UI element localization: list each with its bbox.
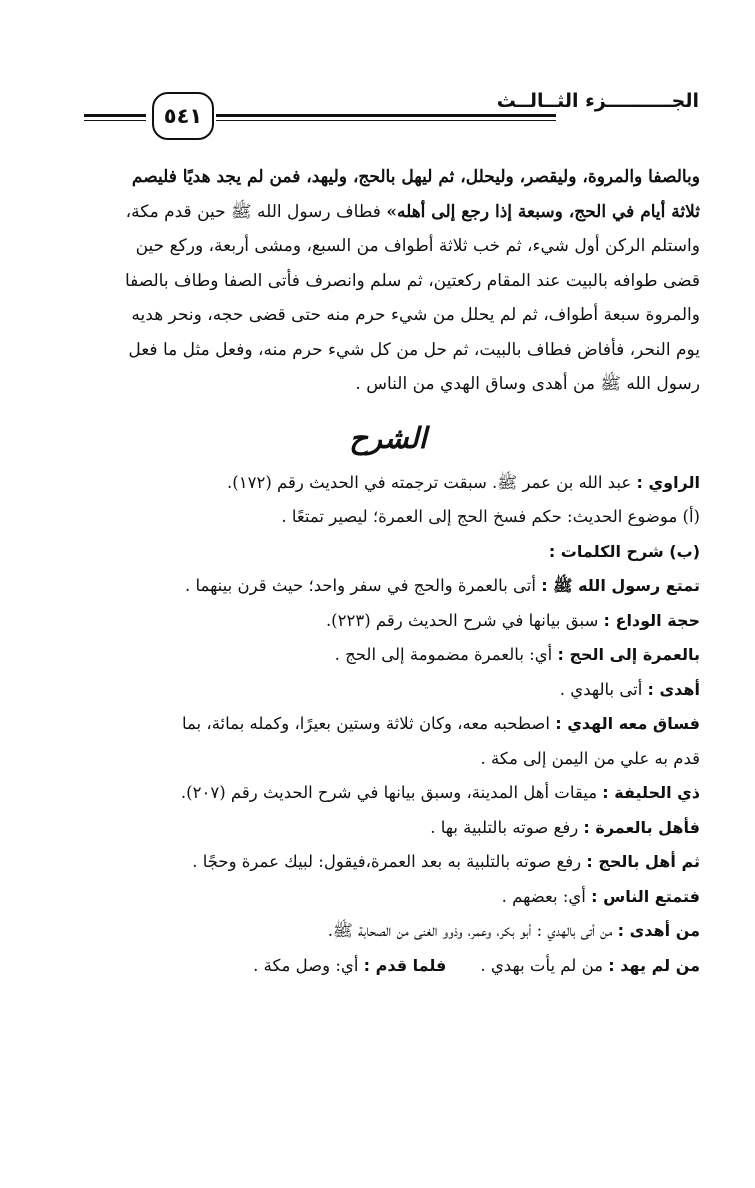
glossary-definition: رفع صوته بالتلبية بها .: [430, 817, 584, 837]
page-number: ٥٤١: [152, 92, 214, 140]
glossary-entry: [76, 776, 700, 811]
glossary-definition: (ب) شرح الكلمات :: [548, 541, 700, 561]
page-header: [84, 88, 699, 148]
glossary-term: فلما قدم :: [363, 955, 447, 975]
glossary-definition: من أتى بالهدي : أبو بكر، وعمر، وذوو الغنى من الصحابة ﷺ.: [327, 921, 618, 940]
hadith-line: والمروة سبعة أطواف، ثم لم يحلل من شيء حرم منه حتى قضى حجه، ونحر هديه: [131, 305, 700, 325]
glossary-term: تمتع رسول الله ﷺ :: [541, 576, 700, 595]
hadith-line: يوم النحر، فأفاض فطاف بالبيت، ثم حل من كل شيء حرم منه، وفعل مثل ما فعل: [128, 339, 700, 360]
hadith-line: [76, 195, 700, 230]
glossary-term: ثم أهل بالحج :: [586, 852, 700, 871]
glossary-definition: أي: بعضهم .: [501, 886, 592, 906]
glossary-term: من أهدى :: [617, 921, 700, 940]
glossary-entry: [76, 535, 700, 570]
glossary-entry: [76, 707, 700, 742]
glossary-definition: (أ) موضوع الحديث: حكم فسخ الحج إلى العمرة؛ ليصير تمتعًا .: [281, 507, 700, 526]
glossary-entry: [76, 466, 700, 501]
hadith-line: وبالصفا والمروة، وليقصر، وليحلل، ثم ليهل بالحج، وليهد، فمن لم يجد هديًا فليصم: [131, 167, 700, 187]
glossary-definition: سبق بيانها في شرح الحديث رقم (٢٢٣).: [325, 610, 604, 630]
glossary-entry: [76, 673, 700, 708]
glossary-entry: [76, 811, 700, 846]
page-content: [76, 160, 700, 983]
glossary-term: أهدى :: [647, 679, 700, 699]
glossary-term: فأهل بالعمرة :: [583, 817, 700, 837]
running-title: الجــــــــــزء الثــالــث: [496, 90, 699, 112]
hadith-line-rest: فطاف رسول الله ﷺ حين قدم مكة،: [125, 201, 387, 222]
glossary-entry: [76, 845, 700, 880]
header-rule: [84, 120, 146, 121]
glossary-definition: أتى بالعمرة والحج في سفر واحد؛ حيث قرن بينهما .: [185, 576, 542, 595]
glossary-entry: [76, 949, 700, 984]
glossary-term: الراوي :: [636, 472, 700, 492]
glossary-definition: أتى بالهدي .: [559, 679, 648, 699]
hadith-line: قضى طوافه بالبيت عند المقام ركعتين، ثم سلم وانصرف فأتى الصفا وطاف بالصفا: [124, 270, 700, 291]
glossary-list: [76, 466, 700, 984]
glossary-entry: [76, 742, 700, 777]
glossary-definition: اصطحبه معه، وكان ثلاثة وستين بعيرًا، وكمله بمائة، بما: [181, 714, 556, 733]
glossary-term: ذي الحليفة :: [602, 783, 700, 802]
glossary-definition: رفع صوته بالتلبية به بعد العمرة،فيقول: لبيك عمرة وحجًا .: [192, 852, 587, 871]
commentary-title: الشرح: [349, 420, 427, 455]
glossary-term: حجة الوداع :: [603, 610, 700, 630]
hadith-text: [76, 160, 700, 402]
glossary-term: بالعمرة إلى الحج :: [557, 645, 700, 664]
glossary-definition: أي: وصل مكة .: [253, 955, 364, 975]
header-rule: [216, 120, 556, 121]
glossary-entry: [76, 604, 700, 639]
glossary-definition: عبد الله بن عمر ﷺ. سبقت ترجمته في الحديث رقم (١٧٢).: [227, 472, 637, 492]
hadith-quote: ثلاثة أيام في الحج، وسبعة إذا رجع إلى أهله»: [386, 201, 700, 222]
glossary-entry: [76, 500, 700, 535]
glossary-entry: [76, 569, 700, 604]
glossary-definition: قدم به علي من اليمن إلى مكة .: [480, 748, 700, 768]
glossary-entry: [76, 880, 700, 915]
hadith-line: رسول الله ﷺ من أهدى وساق الهدي من الناس .: [355, 374, 700, 394]
glossary-term: فساق معه الهدي :: [555, 714, 700, 733]
hadith-line: واستلم الركن أول شيء، ثم خب ثلاثة أطواف من السبع، ومشى أربعة، وركع حين: [135, 236, 700, 256]
header-rule: [84, 114, 146, 117]
glossary-definition: ميقات أهل المدينة، وسبق بيانها في شرح الحديث رقم (٢٠٧).: [180, 783, 603, 802]
glossary-entry: [76, 638, 700, 673]
glossary-term: من لم يهد :: [608, 955, 700, 975]
glossary-term: فتمتع الناس :: [591, 886, 700, 906]
glossary-definition: أي: بالعمرة مضمومة إلى الحج .: [334, 645, 558, 664]
glossary-definition: من لم يأت بهدي .: [480, 955, 609, 975]
header-rule: [216, 114, 556, 117]
glossary-entry: [76, 914, 700, 949]
